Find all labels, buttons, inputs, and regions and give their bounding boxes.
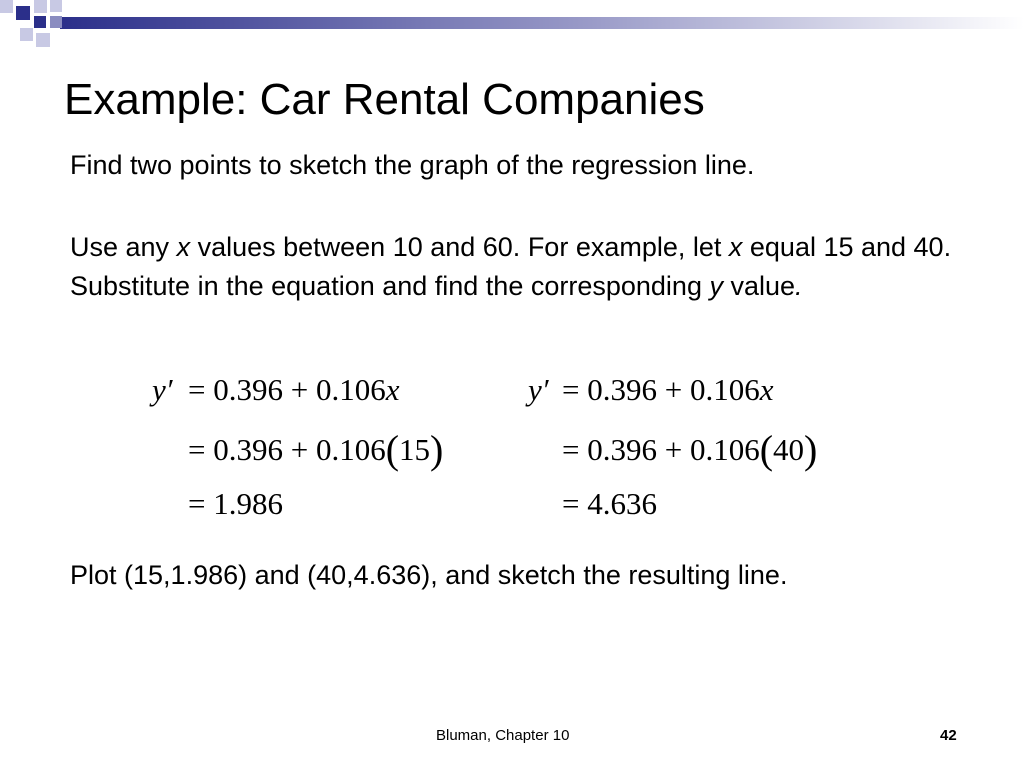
- variable-x: x: [176, 232, 191, 262]
- expr-text: = 0.396 + 0.106: [562, 432, 760, 467]
- deco-square: [36, 33, 50, 47]
- expr-text: = 0.396 + 0.106: [188, 432, 386, 467]
- expr-var: x: [385, 372, 400, 407]
- header-decoration: [0, 0, 1024, 50]
- deco-square: [0, 0, 13, 13]
- page-number: 42: [940, 727, 957, 744]
- header-gradient-bar: [60, 17, 1024, 29]
- slide-title: Example: Car Rental Companies: [64, 75, 705, 124]
- expr-var: x: [759, 372, 774, 407]
- equation-line-1: [188, 370, 399, 410]
- lhs-text: y′: [152, 372, 173, 407]
- expr-arg: 40: [773, 432, 805, 467]
- variable-x: x: [728, 232, 743, 262]
- open-paren: (: [759, 427, 774, 472]
- text-run: Use any: [70, 232, 177, 262]
- deco-square: [20, 28, 33, 41]
- instruction-paragraph: Find two points to sketch the graph of the regression line.: [70, 150, 755, 180]
- expr-arg: 15: [399, 432, 431, 467]
- expr-text: = 0.396 + 0.106: [562, 372, 760, 407]
- variable-y: y: [709, 271, 723, 301]
- close-paren: ): [804, 427, 818, 472]
- text-run: values between 10 and 60. For example, let: [190, 232, 729, 262]
- expr-text: = 0.396 + 0.106: [188, 372, 386, 407]
- method-paragraph: [70, 228, 970, 306]
- equation-line-2: [188, 427, 443, 470]
- text-run: value: [722, 271, 796, 301]
- deco-square: [34, 16, 46, 28]
- deco-square: [50, 16, 62, 28]
- deco-square: [16, 6, 30, 20]
- close-paren: ): [430, 427, 444, 472]
- equation-line-1: [562, 370, 773, 410]
- equation-lhs: [528, 370, 549, 410]
- open-paren: (: [385, 427, 400, 472]
- lhs-text: y′: [528, 372, 549, 407]
- equation-line-3: = 1.986: [188, 486, 283, 521]
- deco-square: [34, 0, 47, 13]
- footer-source: Bluman, Chapter 10: [436, 727, 570, 744]
- conclusion-paragraph: Plot (15,1.986) and (40,4.636), and sketch the resulting line.: [70, 560, 788, 590]
- deco-square: [50, 0, 62, 12]
- equation-line-2: [562, 427, 817, 470]
- equation-lhs: [152, 370, 173, 410]
- text-run: equal 15 and 40. Substitute in the equation and find the corresponding: [70, 232, 952, 301]
- text-run: .: [795, 271, 803, 301]
- equation-line-3: = 4.636: [562, 486, 657, 521]
